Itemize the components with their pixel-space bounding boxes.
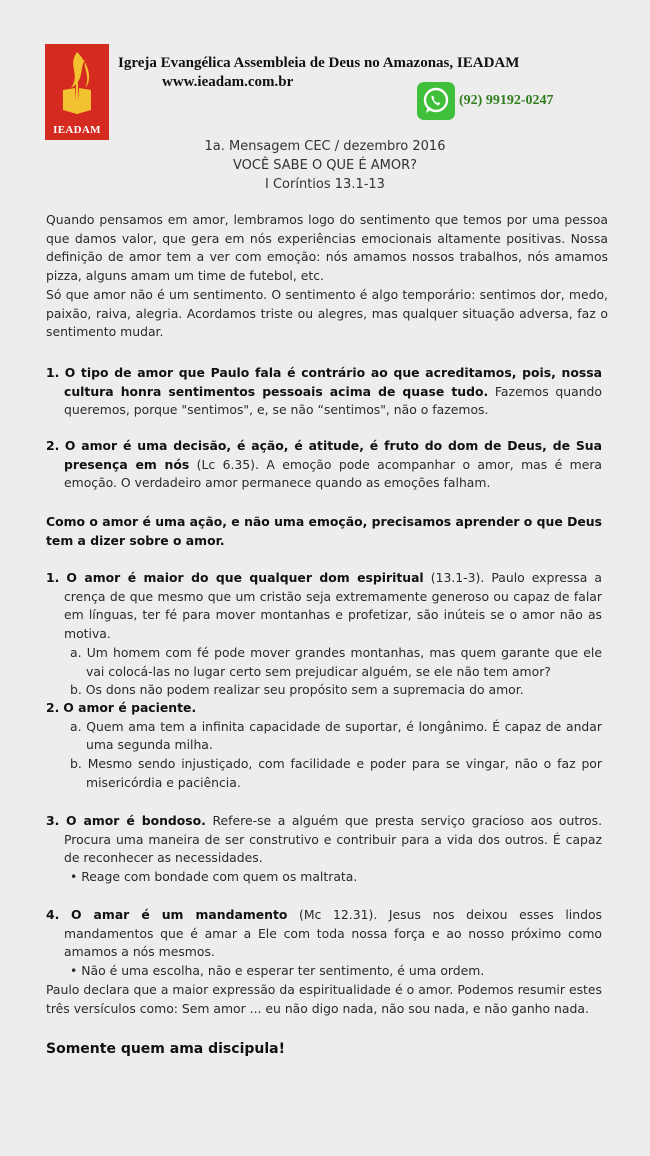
page-title: VOCÊ SABE O QUE É AMOR? xyxy=(232,158,418,173)
transition xyxy=(46,513,602,550)
point-number: 2. xyxy=(46,700,60,715)
point-4-text: (Mc 12.31). Jesus nos deixou esses lindos mandamentos que é amar a Ele com toda nossa força e ao nosso próximo como amamos a nós mesmos. xyxy=(64,907,602,960)
point-4-heading: O amar é um mandamento xyxy=(71,907,288,922)
closing-statement: Somente quem ama discipula! xyxy=(46,1041,285,1057)
sub-label: a. xyxy=(70,718,82,734)
point-number: 4. xyxy=(46,907,60,922)
point-1b: Os dons não podem realizar seu propósito sem a supremacia do amor. xyxy=(85,682,524,698)
point-1-heading: O amor é maior do que qualquer dom espiritual xyxy=(66,570,424,585)
sub-label: b. xyxy=(70,756,82,772)
first-list-item-2 xyxy=(46,437,602,493)
list-item-text: Fazemos quando queremos, porque "sentimos", e, se não “sentimos", não o fazemos. xyxy=(64,383,602,418)
point-2 xyxy=(46,699,602,793)
intro xyxy=(46,211,608,342)
point-3-heading: O amor é bondoso. xyxy=(65,813,206,828)
list-number: 2. xyxy=(46,438,60,453)
list-item-text: (Lc 6.35). A emoção pode acompanhar o amor, mas é mera emoção. O verdadeiro amor permanece quando as emoções falham. xyxy=(64,456,603,491)
point-1a: Um homem com fé pode mover grandes montanhas, mas quem garante que ele vai colocá-las no lugar certo sem prejudicar alguém, se ele não tem amor? xyxy=(86,644,602,679)
point-3-bullet: • Reage com bondade com quem os maltrata. xyxy=(70,869,358,885)
logo-text: IEADAM xyxy=(53,124,101,136)
point-4-bullet: • Não é uma escolha, não e esperar ter sentimento, é uma ordem. xyxy=(70,963,485,979)
website-link[interactable]: www.ieadam.com.br xyxy=(162,74,294,90)
point-number: 3. xyxy=(46,813,60,828)
list-item-bold: O tipo de amor que Paulo fala é contrário ao que acreditamos, pois, nossa cultura honra sentimentos pessoais acima de quase tudo. xyxy=(64,365,602,399)
transition-text: Como o amor é uma ação, e não uma emoção, precisamos aprender o que Deus tem a dizer sobre o amor. xyxy=(46,514,602,548)
phone-number[interactable]: (92) 99192-0247 xyxy=(459,93,554,108)
point-2b: Mesmo sendo injustiçado, com facilidade e poder para se vingar, não o faz por misericórdia e paciência. xyxy=(86,756,602,790)
first-list-item-1 xyxy=(46,364,602,420)
intro-paragraph-2: Só que amor não é um sentimento. O sentimento é algo temporário: sentimos dor, medo, paixão, raiva, alegria. Acordamos triste ou alegres, mas qualquer situação adversa, faz o sentimento mudar. xyxy=(46,286,608,340)
intro-paragraph-1: Quando pensamos em amor, lembramos logo do sentimento que temos por uma pessoa que damos valor, que gera em nós experiências emocionais altamente positivas. Nossa definição de amor tem a ver com emoção: nós amamos nossos trabalhos, nós amamos pizza, alguns amam um time de futebol, etc. xyxy=(46,212,608,284)
list-number: 1. xyxy=(46,365,60,380)
sub-label: a. xyxy=(70,644,82,660)
message-subtitle: 1a. Mensagem CEC / dezembro 2016 xyxy=(204,139,446,154)
point-2a: Quem ama tem a infinita capacidade de suportar, é longânimo. É capaz de andar uma segunda milha. xyxy=(86,718,602,753)
point-1 xyxy=(46,569,602,700)
list-item-bold: O amor é uma decisão, é ação, é atitude, é fruto do dom de Deus, de Sua presença em nós xyxy=(64,438,602,472)
point-1-text: (13.1-3). Paulo expressa a crença de que mesmo que um cristão seja extremamente generoso ou capaz de falar em línguas, ter fé para mover montanhas e profetizar, são inúteis se o amor não as motiva. xyxy=(64,570,602,642)
conclusion xyxy=(46,981,602,1018)
organization-name: Igreja Evangélica Assembleia de Deus no Amazonas, IEADAM xyxy=(118,55,520,71)
flame-book-icon xyxy=(45,44,109,124)
point-number: 1. xyxy=(46,570,60,585)
whatsapp-icon xyxy=(417,82,455,120)
point-3-text: Refere-se a alguém que presta serviço gracioso aos outros. Procura uma maneira de ser construtivo e contribuir para a vida dos outros. É capaz de reconhecer as necessidades. xyxy=(64,813,603,866)
scripture-reference: I Coríntios 13.1-13 xyxy=(265,177,385,192)
point-2-heading: O amor é paciente. xyxy=(63,700,197,715)
point-3 xyxy=(46,812,602,887)
conclusion-text: Paulo declara que a maior expressão da espiritualidade é o amor. Podemos resumir estes três versículos como: Sem amor ... eu não digo nada, não sou nada, e não ganho nada. xyxy=(46,982,602,1016)
ieadam-logo xyxy=(45,44,109,140)
sub-label: b. xyxy=(70,682,82,698)
point-4 xyxy=(46,906,602,981)
